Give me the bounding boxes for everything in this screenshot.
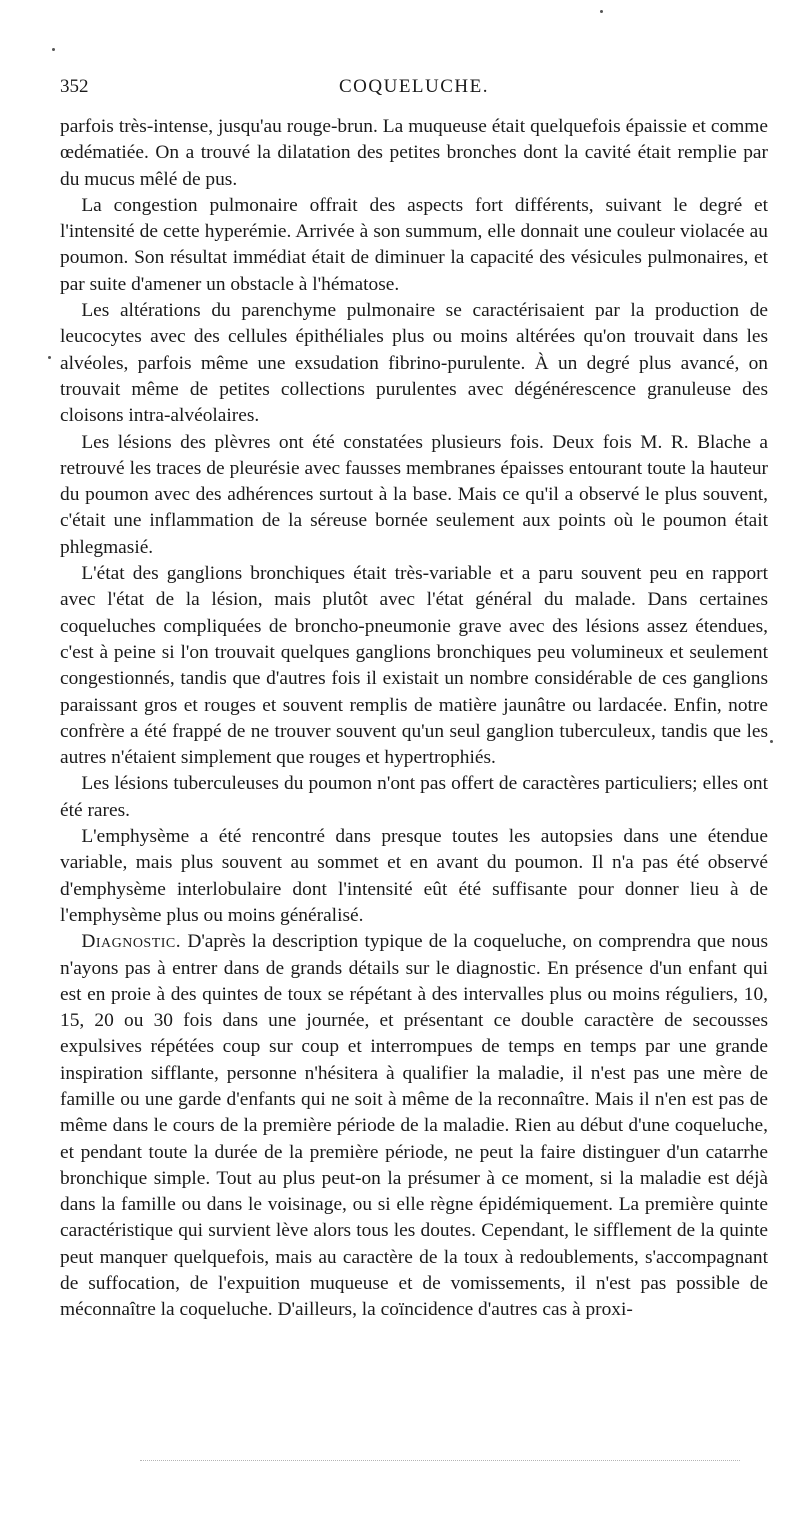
paragraph-diagnostic — [60, 929, 768, 1323]
paragraph-bronchial-mucosa — [60, 114, 768, 193]
paragraph-text: parfois très-intense, jusqu'au rouge-brun. La muqueuse était quelquefois épaissie et comme œdématiée. On a trouvé la dilatation des petites bronches dont la cavité était remplie par du mucus mêlé de pus. — [60, 116, 768, 190]
page-number: 352 — [60, 76, 89, 97]
body-text — [60, 114, 768, 1324]
scan-speck — [48, 356, 51, 359]
paragraph-tuberculosis — [60, 771, 768, 824]
paragraph-ganglions — [60, 561, 768, 771]
paragraph-parenchyma — [60, 298, 768, 429]
scan-speck — [600, 10, 603, 13]
paragraph-text: Les lésions tuberculeuses du poumon n'ont pas offert de caractères particuliers; elles ont été rares. — [60, 773, 768, 821]
paragraph-text: L'état des ganglions bronchiques était très-variable et a paru souvent peu en rapport avec l'état de la lésion, mais plutôt avec l'état général du malade. Dans certaines coqueluches compliquées de broncho-pneumonie grave avec des lésions assez étendues, c'est à peine si l'on trouvait quelques ganglions bronchiques peu volumineux et seulement congestionnés, tandis que d'autres fois il existait un nombre considérable de ces ganglions paraissant gros et rouges et souvent remplis de matière jaunâtre ou lardacée. Enfin, notre confrère a été frappé de ne trouver souvent qu'un seul ganglion tuberculeux, tandis que les autres n'étaient simplement que rouges et hypertrophiés. — [60, 563, 768, 769]
paragraph-emphysema — [60, 824, 768, 929]
scan-speck — [52, 48, 55, 51]
running-title: COQUELUCHE. — [338, 76, 490, 97]
section-heading-diagnostic: Diagnostic. — [81, 931, 182, 953]
paragraph-text: D'après la description typique de la coqueluche, on comprendra que nous n'ayons pas à entrer dans de grands détails sur le diagnostic. En présence d'un enfant qui est en proie à des quintes de toux se répétant à des intervalles plus ou moins réguliers, 10, 15, 20 ou 30 fois dans une journée, et présentant ce double caractère de secousses expulsives répétées coup sur coup et interrompues de temps en temps par une grande inspiration sifflante, personne n'hésitera à qualifier la maladie, il n'est pas une mère de famille ou une garde d'enfants qui ne soit à même de la reconnaître. Mais il n'en est pas de même dans le cours de la première période de la maladie. Rien au début d'une coqueluche, et pendant toute la durée de la première période, ne peut la faire distinguer d'un catarrhe bronchique simple. Tout au plus peut-on la présumer à ce moment, si la maladie est déjà dans la famille ou dans le voisinage, ou si elle règne épidémiquement. La première quinte caractéristique qui survient lève alors tous les doutes. Cependant, le sifflement de la quinte peut manquer quelquefois, mais au caractère de la toux à redoublements, s'accompagnant de suffocation, de l'expuition muqueuse et de vomissements, il n'est pas possible de méconnaître la coqueluche. D'ailleurs, la coïncidence d'autres cas à proxi- — [60, 931, 768, 1321]
paragraph-pleura — [60, 430, 768, 561]
paragraph-text: Les lésions des plèvres ont été constatées plusieurs fois. Deux fois M. R. Blache a retrouvé les traces de pleurésie avec fausses membranes épaisses entourant toute la hauteur du poumon avec des adhérences surtout à la base. Mais ce qu'il a observé le plus souvent, c'était une inflammation de la séreuse bornée seulement aux points où le poumon était phlegmasié. — [60, 431, 768, 558]
scan-artifact-line — [140, 1460, 740, 1461]
paragraph-text: L'emphysème a été rencontré dans presque toutes les autopsies dans une étendue variable, mais plus souvent au sommet et en avant du poumon. Il n'a pas été observé d'emphysème interlobulaire dont l'intensité eût été suffisante pour donner lieu à de l'emphysème plus ou moins généralisé. — [60, 826, 768, 926]
paragraph-text: Les altérations du parenchyme pulmonaire se caractérisaient par la production de leucocytes avec des cellules épithéliales plus ou moins altérées qu'on trouvait dans les alvéoles, parfois même une exsudation fibrino-purulente. À un degré plus avancé, on trouvait même de petites collections purulentes avec dégénérescence granuleuse des cloisons intra-alvéolaires. — [60, 300, 768, 427]
running-head — [60, 72, 768, 106]
scan-speck — [770, 740, 773, 743]
page — [60, 72, 768, 1324]
paragraph-pulmonary-congestion — [60, 193, 768, 298]
paragraph-text: La congestion pulmonaire offrait des aspects fort différents, suivant le degré et l'intensité de cette hyperémie. Arrivée à son summum, elle donnait une couleur violacée au poumon. Son résultat immédiat était de diminuer la capacité des vésicules pulmonaires, et par suite d'amener un obstacle à l'hématose. — [60, 194, 768, 295]
